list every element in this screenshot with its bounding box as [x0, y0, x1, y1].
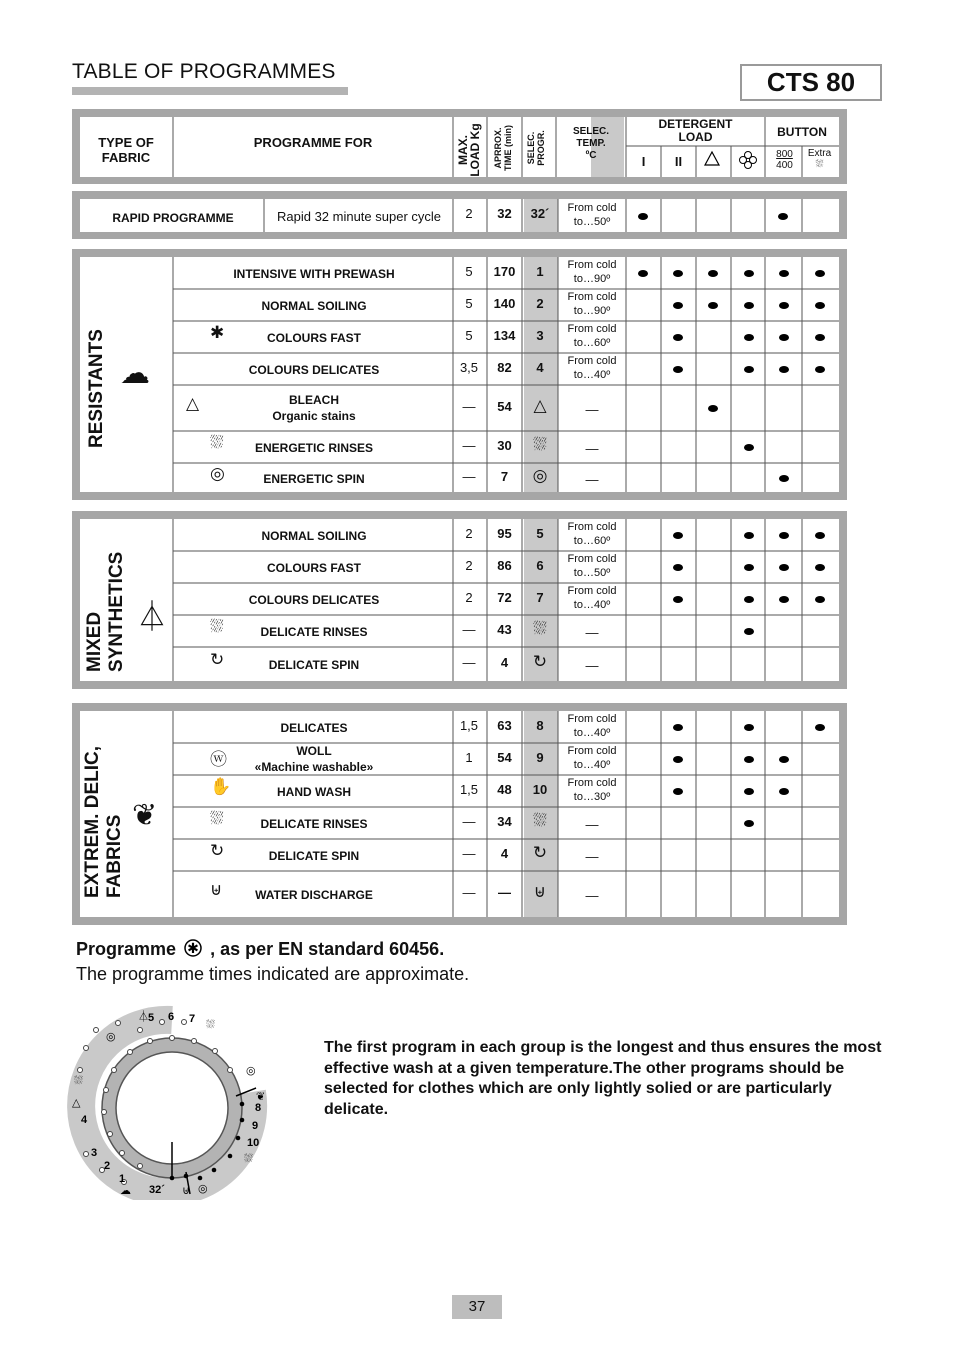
- programme-name: HAND WASH: [277, 785, 351, 799]
- temperature-line: to…40º: [573, 759, 611, 771]
- dial-label-8: 8: [255, 1102, 262, 1114]
- temperature-line: From cold: [567, 291, 617, 303]
- selection-dot: [744, 302, 754, 309]
- rapid-name: RAPID PROGRAMME: [112, 211, 234, 225]
- dial-label-5: 5: [148, 1012, 155, 1024]
- dial-label-3: 3: [91, 1147, 98, 1159]
- programme-name: INTENSIVE WITH PREWASH: [233, 267, 395, 281]
- max-load-value: —: [462, 399, 476, 414]
- programme-name: BLEACH: [289, 393, 339, 407]
- header-progr-line1: SELEC.: [526, 131, 536, 165]
- temperature-line: From cold: [567, 713, 617, 725]
- temperature-range: [558, 552, 626, 580]
- selection-dot: [673, 302, 683, 309]
- header-selec-temp: [556, 126, 626, 162]
- temperature-line: From cold: [567, 521, 617, 533]
- drain-icon: ⊎: [210, 880, 223, 900]
- spin-icon: ◎: [106, 1030, 116, 1043]
- std-prefix: Programme: [76, 939, 177, 959]
- hand-wash-icon: ✋: [210, 777, 232, 797]
- programme-name: COLOURS FAST: [266, 331, 361, 345]
- temperature-none: —: [585, 888, 599, 903]
- synthetics-flask-icon: ⏃: [137, 600, 167, 635]
- selection-dot: [744, 628, 754, 635]
- bleach-triangle-icon: △: [533, 396, 547, 416]
- approx-time-value: 43: [497, 622, 512, 637]
- selection-dot: [815, 334, 825, 341]
- selection-dot: [779, 564, 789, 571]
- header-temp-line3: ºC: [585, 150, 597, 161]
- dial-label-32: 32´: [149, 1184, 165, 1196]
- max-load-value: —: [462, 814, 476, 829]
- selection-dot: [815, 564, 825, 571]
- speed-400: 400: [776, 160, 793, 171]
- selection-dot: [779, 756, 789, 763]
- synthetics-icon: ⏃: [138, 1010, 149, 1023]
- temperature-none: —: [585, 402, 599, 417]
- header-max-load: [452, 117, 486, 175]
- temperature-line: From cold: [567, 323, 617, 335]
- temperature-range: [558, 258, 626, 286]
- temperature-none: —: [585, 658, 599, 673]
- rinse-icon: ⛆: [533, 435, 547, 455]
- temperature-range: [558, 354, 626, 382]
- selection-dot: [779, 270, 789, 277]
- star-circle-icon: ✱: [210, 323, 225, 343]
- rapid-dot-1: [638, 213, 648, 220]
- selection-dot: [744, 532, 754, 539]
- selection-dot: [779, 596, 789, 603]
- rinse-icon: ⛆: [210, 617, 224, 637]
- temperature-line: From cold: [567, 355, 617, 367]
- leaf-icon: ❦: [132, 798, 158, 833]
- dial-label-6: 6: [168, 1011, 175, 1023]
- approx-time-value: 7: [500, 468, 509, 484]
- selection-dot: [673, 564, 683, 571]
- temperature-none: —: [585, 817, 599, 832]
- max-load-value: 1,5: [459, 718, 479, 733]
- programme-number: 8: [536, 718, 544, 733]
- programme-number: 3: [536, 328, 544, 343]
- programme-number: 9: [536, 750, 544, 765]
- programme-number: 10: [532, 782, 548, 797]
- temperature-line: to…60º: [573, 535, 611, 547]
- programme-subname: Organic stains: [272, 409, 356, 423]
- selection-dot: [744, 334, 754, 341]
- spin-icon: ◎: [210, 463, 225, 484]
- approx-time-value: 4: [500, 846, 509, 861]
- group-label: FABRICS: [104, 814, 125, 898]
- programme-number: 7: [536, 590, 544, 605]
- temperature-range: [558, 584, 626, 612]
- programme-subname: «Machine washable»: [254, 760, 374, 774]
- temperature-range: [558, 776, 626, 804]
- approx-time-value: 63: [497, 718, 512, 733]
- selection-dot: [673, 788, 683, 795]
- selection-dot: [779, 788, 789, 795]
- header-detergent-line1: DETERGENT: [658, 117, 733, 131]
- approx-time-value: 34: [497, 814, 512, 829]
- max-load-value: —: [462, 885, 476, 900]
- page-title: TABLE OF PROGRAMMES: [72, 60, 336, 83]
- header-temp-line1: SELEC.: [572, 126, 610, 137]
- header-programme-for: PROGRAMME FOR: [253, 135, 373, 150]
- std-suffix: , as per EN standard 60456.: [210, 939, 445, 959]
- max-load-value: 2: [465, 526, 473, 541]
- temperature-range: [558, 744, 626, 772]
- selection-dot: [815, 302, 825, 309]
- selection-dot: [708, 302, 718, 309]
- selection-dot: [638, 270, 648, 277]
- approx-time-value: —: [498, 885, 511, 900]
- temperature-none: —: [585, 849, 599, 864]
- selection-dot: [815, 270, 825, 277]
- header-time-line1: APRROX.: [493, 127, 503, 169]
- header-detergent-ii: II: [674, 154, 683, 169]
- temperature-range: [558, 290, 626, 318]
- spin-icon: ◎: [246, 1064, 256, 1077]
- delicate-spin-icon: ↻: [532, 843, 548, 863]
- rinse-icon: ⛆: [206, 1018, 215, 1031]
- programme-number: 6: [536, 558, 544, 573]
- selection-dot: [744, 366, 754, 373]
- header-detergent-i: I: [641, 154, 646, 169]
- selection-dot: [779, 366, 789, 373]
- selection-note: The first program in each group is the longest and thus ensures the most effective wash at a given temperature.The other programs should be selected for clothes which are only lightly solied or are particularly delicate.: [324, 1039, 882, 1118]
- max-load-value: 1,5: [459, 782, 479, 797]
- dial-label-2: 2: [104, 1160, 111, 1172]
- dial-label-7: 7: [189, 1013, 196, 1025]
- max-load-value: 2: [465, 558, 473, 573]
- max-load-value: —: [462, 438, 476, 453]
- temperature-line: to…90º: [573, 305, 611, 317]
- programme-name: DELICATE SPIN: [268, 658, 360, 672]
- programme-name: NORMAL SOILING: [261, 299, 367, 313]
- max-load-value: —: [462, 655, 476, 670]
- header-progr-line2: PROGR.: [536, 130, 546, 166]
- group-label: MIXED: [84, 611, 105, 672]
- temperature-none: —: [585, 625, 599, 640]
- temperature-range: [558, 322, 626, 350]
- header-extra: [802, 148, 837, 170]
- selection-dot: [673, 724, 683, 731]
- programme-name: COLOURS DELICATES: [248, 363, 380, 377]
- temperature-line: to…60º: [573, 337, 611, 349]
- temperature-range: [558, 520, 626, 548]
- temperature-line: From cold: [567, 553, 617, 565]
- approx-time-value: 95: [497, 526, 512, 541]
- programme-name: COLOURS DELICATES: [248, 593, 380, 607]
- header-time-line2: TIME (min): [503, 125, 513, 171]
- cotton-tub-icon: ☁: [120, 1184, 131, 1197]
- dial-label-9: 9: [252, 1120, 259, 1132]
- selection-dot: [779, 532, 789, 539]
- programme-number: 5: [536, 526, 544, 541]
- page-number: 37: [452, 1295, 502, 1319]
- rinse-icon: ⛆: [210, 809, 224, 829]
- selection-dot: [744, 444, 754, 451]
- temperature-line: to…40º: [573, 599, 611, 611]
- cotton-tub-icon: ☁: [120, 356, 150, 391]
- spin-icon: ◎: [532, 465, 548, 486]
- max-load-value: —: [462, 846, 476, 861]
- selection-dot: [744, 724, 754, 731]
- selection-dot: [815, 596, 825, 603]
- delicate-spin-icon: ↻: [210, 650, 225, 670]
- selection-dot: [708, 405, 718, 412]
- dial-label-10: 10: [247, 1137, 260, 1149]
- selection-dot: [815, 724, 825, 731]
- selection-dot: [744, 270, 754, 277]
- temperature-none: —: [585, 441, 599, 456]
- temperature-none: —: [585, 471, 599, 487]
- temperature-line: From cold: [567, 585, 617, 597]
- temperature-line: to…40º: [573, 369, 611, 381]
- rapid-temp-line2: to…50º: [573, 216, 611, 228]
- temperature-line: to…30º: [573, 791, 611, 803]
- temperature-line: to…50º: [573, 567, 611, 579]
- max-load-value: —: [462, 622, 476, 637]
- header-max-load-line2: LOAD Kg: [468, 123, 482, 177]
- selection-dot: [779, 302, 789, 309]
- approx-time-value: 54: [497, 399, 512, 414]
- max-load-value: —: [462, 468, 476, 484]
- programme-name: WATER DISCHARGE: [255, 888, 373, 902]
- header-selec-progr: [519, 117, 552, 175]
- selection-dot: [779, 334, 789, 341]
- programme-number: 4: [536, 360, 544, 375]
- delicate-spin-icon: ↻: [210, 841, 225, 861]
- bleach-triangle-icon: [703, 150, 721, 168]
- group-label: EXTREM. DELIC,: [82, 745, 103, 898]
- selection-dot: [744, 788, 754, 795]
- dial-label-1: 1: [119, 1173, 126, 1185]
- bleach-triangle-icon: △: [72, 1096, 81, 1109]
- selection-dot: [673, 532, 683, 539]
- approx-time-value: 30: [497, 438, 512, 453]
- rinse-icon: ⛆: [244, 1152, 253, 1165]
- rinse-icon: ⛆: [533, 619, 547, 639]
- approx-time-value: 82: [497, 360, 512, 375]
- rapid-progr: 32´: [530, 206, 550, 221]
- rapid-temp: [558, 201, 626, 229]
- approx-time-value: 170: [493, 264, 516, 279]
- programme-name: DELICATE RINSES: [260, 625, 368, 639]
- approx-time-value: 72: [497, 590, 512, 605]
- header-button: BUTTON: [777, 125, 827, 139]
- fabric-softener-icon: [738, 150, 758, 170]
- rinse-icon: ⛆: [210, 433, 224, 453]
- header-type-line2: FABRIC: [101, 150, 151, 165]
- temperature-line: to…90º: [573, 273, 611, 285]
- selection-dot: [779, 475, 789, 482]
- header-type-of-fabric: [82, 135, 170, 165]
- programme-name: DELICATE RINSES: [260, 817, 368, 831]
- approx-time-value: 86: [497, 558, 512, 573]
- approx-time-value: 134: [493, 328, 516, 343]
- selection-dot: [673, 596, 683, 603]
- programme-dial: [66, 1000, 276, 1200]
- selection-dot: [744, 820, 754, 827]
- programme-name: COLOURS FAST: [266, 561, 361, 575]
- temperature-range: [558, 712, 626, 740]
- rapid-dot-5: [778, 213, 788, 220]
- approx-time-value: 140: [493, 296, 516, 311]
- extra-rinse-icon: ⛆: [815, 159, 824, 170]
- header-detergent-line2: LOAD: [678, 130, 713, 144]
- header-type-line1: TYPE OF: [98, 135, 154, 150]
- title-underline: [72, 87, 348, 95]
- max-load-value: 5: [465, 296, 473, 311]
- group-label: RESISTANTS: [86, 329, 107, 448]
- programme-name: DELICATES: [280, 721, 348, 735]
- header-temp-line2: TEMP.: [576, 138, 606, 149]
- spin-icon: ◎: [198, 1182, 208, 1195]
- selection-dot: [673, 756, 683, 763]
- programme-number: 2: [536, 296, 544, 311]
- speed-800: 800: [776, 149, 793, 160]
- leaf-icon: ❦: [256, 1090, 266, 1103]
- temperature-line: to…40º: [573, 727, 611, 739]
- header-speed: [767, 149, 802, 171]
- extra-label: Extra: [807, 148, 832, 159]
- selection-dot: [673, 334, 683, 341]
- drain-icon: ⊎: [533, 882, 547, 902]
- selection-dot: [815, 366, 825, 373]
- rapid-load: 2: [465, 206, 473, 221]
- selection-dot: [673, 366, 683, 373]
- selection-dot: [744, 596, 754, 603]
- rapid-time: 32: [497, 206, 512, 221]
- svg-text:✱: ✱: [187, 941, 199, 957]
- max-load-value: 5: [465, 264, 473, 279]
- group-label: SYNTHETICS: [106, 551, 127, 672]
- rapid-temp-line1: From cold: [567, 202, 617, 214]
- delicate-spin-icon: ↻: [532, 652, 548, 672]
- programme-name: DELICATE SPIN: [268, 849, 360, 863]
- times-note: The programme times indicated are approximate.: [76, 964, 470, 984]
- dial-label-4: 4: [81, 1114, 88, 1126]
- approx-time-value: 48: [497, 782, 512, 797]
- rinse-icon: ⛆: [533, 811, 547, 831]
- selection-dot: [708, 270, 718, 277]
- max-load-value: 3,5: [459, 360, 479, 375]
- model-badge: CTS 80: [740, 64, 882, 101]
- star-circle-icon: [183, 938, 203, 958]
- rapid-desc: Rapid 32 minute super cycle: [276, 209, 442, 224]
- header-detergent-load: [626, 118, 765, 144]
- programme-number: 1: [536, 264, 544, 279]
- selection-dot: [815, 532, 825, 539]
- temperature-line: From cold: [567, 259, 617, 271]
- selection-dot: [744, 756, 754, 763]
- selection-dot: [673, 270, 683, 277]
- max-load-value: 1: [465, 750, 473, 765]
- wool-icon: ⓦ: [210, 750, 227, 770]
- rinse-icon: ⛆: [74, 1074, 83, 1087]
- temperature-line: From cold: [567, 745, 617, 757]
- bleach-triangle-icon: △: [186, 394, 200, 414]
- temperature-line: From cold: [567, 777, 617, 789]
- standard-line: [76, 938, 444, 960]
- header-max-load-line1: MAX.: [456, 135, 470, 165]
- programme-name: ENERGETIC SPIN: [263, 471, 365, 486]
- max-load-value: 5: [465, 328, 473, 343]
- programme-name: NORMAL SOILING: [261, 529, 367, 543]
- header-approx-time: [486, 117, 519, 175]
- selection-dot: [744, 564, 754, 571]
- drain-icon: ⊎: [182, 1184, 191, 1197]
- programme-name: WOLL: [296, 744, 332, 758]
- programme-name: ENERGETIC RINSES: [254, 441, 374, 455]
- approx-time-value: 4: [500, 655, 509, 670]
- max-load-value: 2: [465, 590, 473, 605]
- approx-time-value: 54: [497, 750, 512, 765]
